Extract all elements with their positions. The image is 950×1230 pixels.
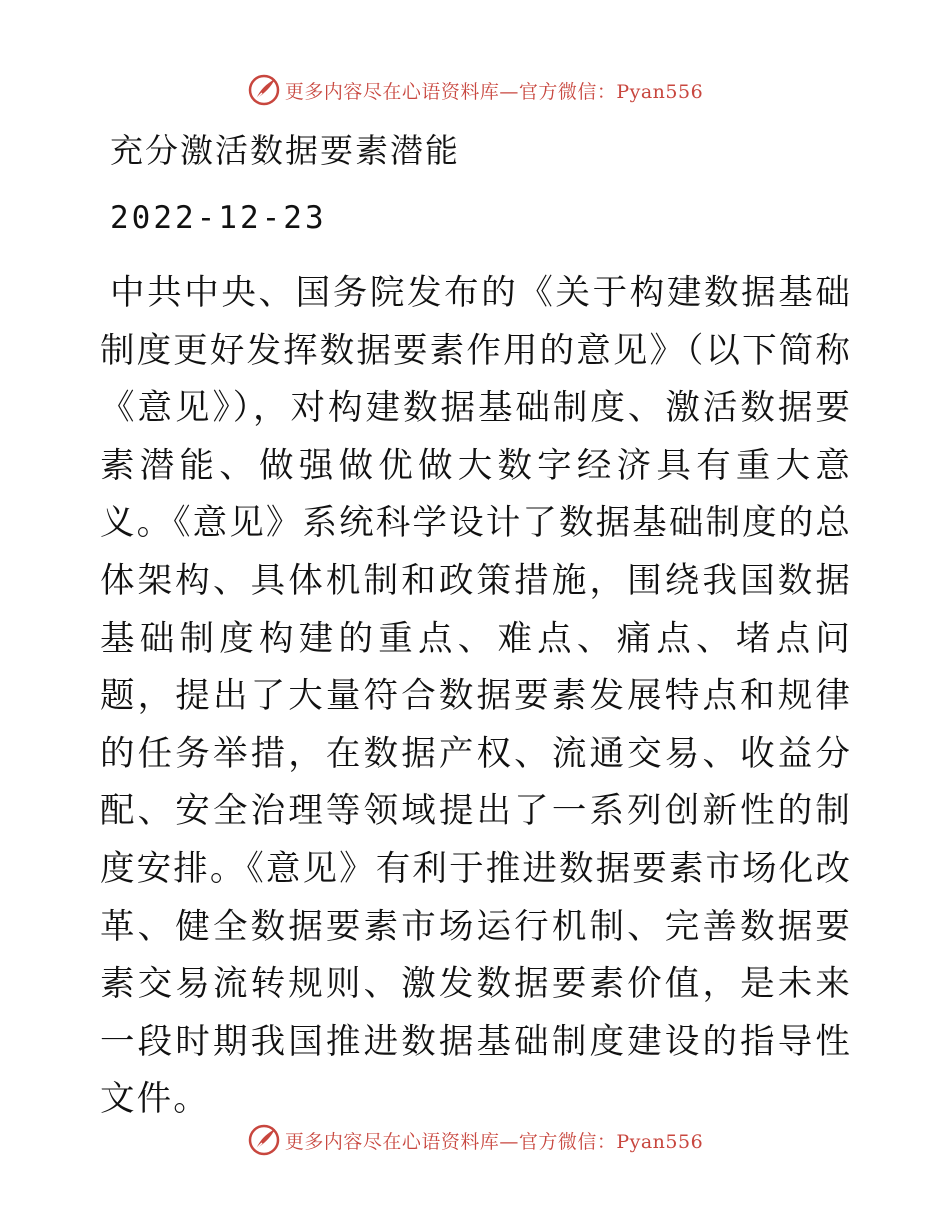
watermark-text: 更多内容尽在心语资料库—官方微信：Pyan556 [284,80,704,103]
watermark-text: 更多内容尽在心语资料库—官方微信：Pyan556 [284,1130,704,1153]
feather-pen-logo-icon [247,73,281,107]
document-date: 2022-12-23 [110,200,327,236]
document-body-paragraph: 中共中央、国务院发布的《关于构建数据基础制度更好发挥数据要素作用的意见》（以下简称《意见》），对构建数据基础制度、激活数据要素潜能、做强做优做大数字经济具有重大意义。《意见》系统科学设计了数据基础制度的总体架构、具体机制和政策措施，围绕我国数据基础制度构建的重点、难点、痛点、堵点问题，提出了大量符合数据要素发展特点和规律的任务举措，在数据产权、流通交易、收益分配、安全治理等领域提出了一系列创新性的制度安排。《意见》有利于推进数据要素市场化改革、健全数据要素市场运行机制、完善数据要素交易流转规则、激发数据要素价值，是未来一段时期我国推进数据基础制度建设的指导性文件。 [100,273,852,1120]
footer-watermark-banner [0,1120,950,1160]
header-watermark-banner [0,70,950,110]
feather-pen-logo-icon [247,1123,281,1157]
document-title: 充分激活数据要素潜能 [110,131,460,170]
